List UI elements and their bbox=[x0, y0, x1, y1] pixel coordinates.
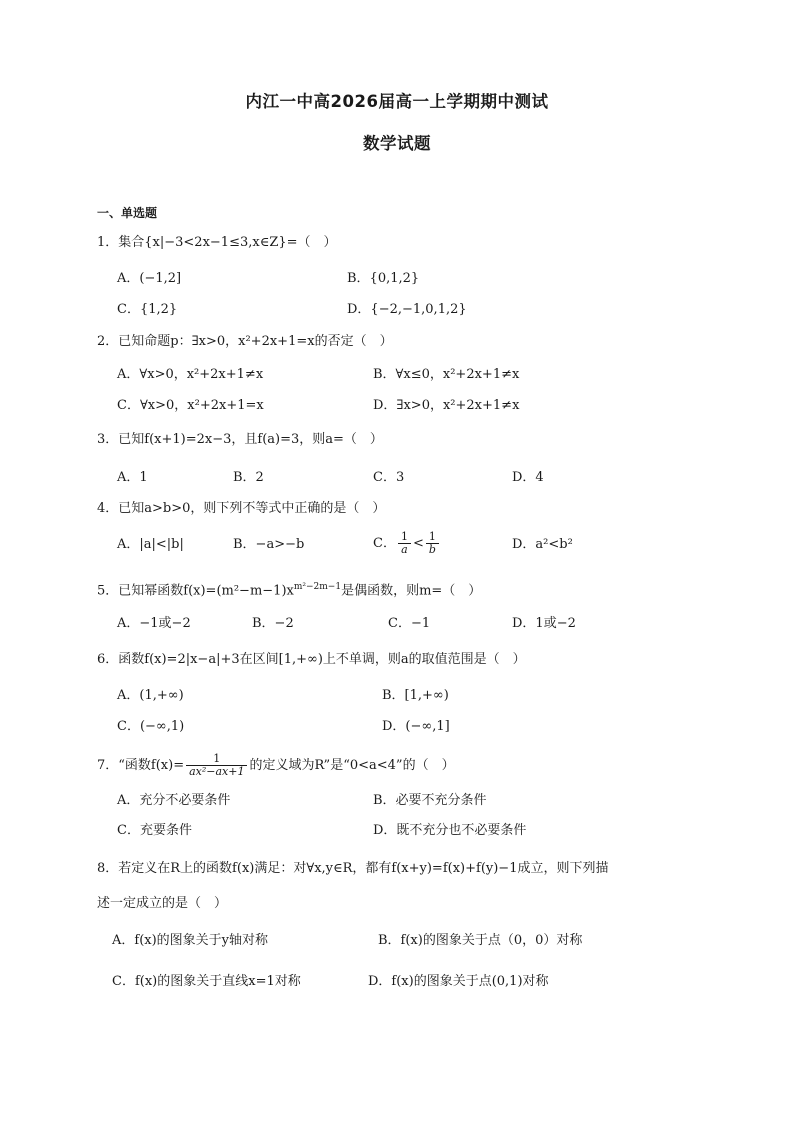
fraction-1-over-b bbox=[426, 531, 439, 556]
question-4-option-c bbox=[373, 531, 441, 556]
question-5-stem-end: 是偶函数，则m=（ ） bbox=[341, 583, 482, 599]
question-8-option-a: A．f(x)的图象关于y轴对称 bbox=[112, 933, 269, 948]
question-3-option-b: B．2 bbox=[233, 470, 264, 485]
question-6-option-c: C．(−∞,1) bbox=[117, 719, 185, 734]
question-7-fraction bbox=[186, 753, 247, 778]
exam-title: 内江一中高2026届高一上学期期中测试 bbox=[245, 92, 549, 111]
question-7-option-d: D．既不充分也不必要条件 bbox=[373, 823, 527, 838]
fraction-denominator: ax²−ax+1 bbox=[189, 765, 245, 778]
question-8-stem-line-2: 述一定成立的是（ ） bbox=[97, 896, 228, 911]
question-7-stem-end: 的定义域为R”是“0<a<4”的（ ） bbox=[249, 758, 455, 773]
question-4-option-c-label: C． bbox=[373, 536, 396, 551]
question-1-option-b: B．{0,1,2} bbox=[347, 271, 420, 286]
question-8-option-c: C．f(x)的图象关于直线x=1对称 bbox=[112, 974, 301, 989]
question-4-stem: 4．已知a>b>0，则下列不等式中正确的是（ ） bbox=[97, 501, 386, 516]
question-5-option-c: C．−1 bbox=[388, 616, 431, 631]
question-5-option-b: B．−2 bbox=[252, 616, 294, 631]
question-2-option-a: A．∀x>0，x²+2x+1≠x bbox=[117, 367, 264, 382]
question-7-option-b: B．必要不充分条件 bbox=[373, 793, 487, 808]
fraction-numerator: 1 bbox=[398, 531, 411, 544]
exam-subtitle: 数学试题 bbox=[363, 134, 431, 153]
question-7-stem bbox=[97, 753, 455, 778]
question-3-option-a: A．1 bbox=[117, 470, 148, 485]
question-6-option-a: A．(1,+∞) bbox=[117, 688, 184, 703]
question-3-option-c: C．3 bbox=[373, 470, 405, 485]
question-8-option-d: D．f(x)的图象关于点(0,1)对称 bbox=[368, 974, 549, 989]
question-8-option-b: B．f(x)的图象关于点（0，0）对称 bbox=[378, 933, 583, 948]
question-4-option-b: B．−a>−b bbox=[233, 537, 305, 552]
less-than-sign: < bbox=[412, 536, 424, 551]
question-7-stem-start: 7．“函数f(x)= bbox=[97, 758, 185, 773]
fraction-denominator: b bbox=[428, 543, 436, 556]
question-1-option-d: D．{−2,−1,0,1,2} bbox=[347, 302, 467, 317]
question-8-stem-line-1: 8．若定义在R上的函数f(x)满足：对∀x,y∈R，都有f(x+y)=f(x)+f(y)−1成立，则下列描 bbox=[97, 861, 609, 876]
question-6-stem: 6．函数f(x)=2|x−a|+3在区间[1,+∞)上不单调，则a的取值范围是（ ） bbox=[97, 652, 526, 667]
question-7-option-c: C．充要条件 bbox=[117, 823, 192, 838]
question-5-stem bbox=[97, 578, 481, 600]
question-2-option-c: C．∀x>0，x²+2x+1=x bbox=[117, 398, 264, 413]
question-1-option-c: C．{1,2} bbox=[117, 302, 178, 317]
question-4-option-d: D．a²<b² bbox=[512, 537, 573, 552]
question-6-option-b: B．[1,+∞) bbox=[382, 688, 449, 703]
fraction-denominator: a bbox=[401, 543, 408, 556]
question-3-option-d: D．4 bbox=[512, 470, 544, 485]
question-7-option-a: A．充分不必要条件 bbox=[117, 793, 231, 808]
question-5-option-a: A．−1或−2 bbox=[117, 616, 191, 631]
section-title: 一、单选题 bbox=[97, 206, 158, 220]
fraction-numerator: 1 bbox=[186, 753, 247, 766]
question-6-option-d: D．(−∞,1] bbox=[382, 719, 450, 734]
question-3-stem: 3．已知f(x+1)=2x−3，且f(a)=3，则a=（ ） bbox=[97, 432, 383, 447]
question-4-option-a: A．|a|<|b| bbox=[117, 537, 184, 552]
question-1-option-a: A．(−1,2] bbox=[117, 271, 182, 286]
question-5-exponent: m²−2m−1 bbox=[293, 582, 342, 592]
question-2-option-b: B．∀x≤0，x²+2x+1≠x bbox=[373, 367, 520, 382]
question-2-stem: 2．已知命题p：∃x>0，x²+2x+1=x的否定（ ） bbox=[97, 334, 393, 349]
question-2-option-d: D．∃x>0，x²+2x+1≠x bbox=[373, 398, 520, 413]
question-5-option-d: D．1或−2 bbox=[512, 616, 576, 631]
fraction-1-over-a bbox=[398, 531, 411, 556]
question-1-stem: 1．集合{x|−3<2x−1≤3,x∈Z}=（ ） bbox=[97, 235, 337, 250]
fraction-numerator: 1 bbox=[426, 531, 439, 544]
question-5-stem-start: 5．已知幂函数f(x)=(m²−m−1)x bbox=[97, 583, 294, 599]
